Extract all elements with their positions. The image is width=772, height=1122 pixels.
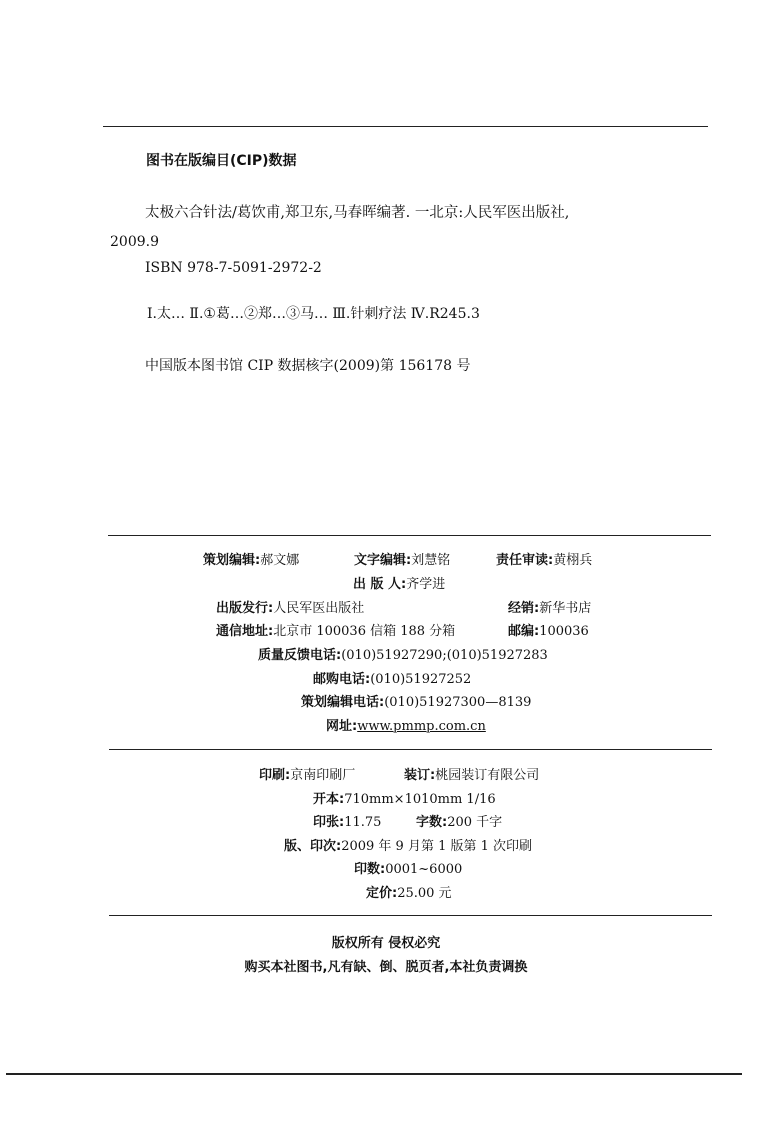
cip-year-line: 2009.9	[110, 234, 159, 250]
staff-rule	[108, 535, 711, 536]
editor-phone-row	[301, 694, 531, 711]
reviewer-label: 责任审读:	[496, 553, 554, 568]
address-row	[216, 623, 455, 640]
seller-label: 经销:	[508, 601, 540, 616]
mail-phone: (010)51927252	[370, 672, 472, 687]
words-label: 字数:	[416, 815, 448, 830]
address: 北京市 100036 信箱 188 分箱	[273, 624, 456, 639]
copies-label: 印数:	[354, 862, 386, 877]
format: 710mm×1010mm 1/16	[344, 792, 496, 807]
copyright-notice: 版权所有 侵权必究	[331, 936, 441, 951]
mail-phone-row	[313, 671, 471, 688]
format-label: 开本:	[313, 792, 345, 807]
seller-row	[508, 600, 591, 617]
words-row	[416, 814, 502, 831]
copyright-replacement: 购买本社图书,凡有缺、倒、脱页者,本社负责调换	[244, 960, 528, 975]
sheets-label: 印张:	[313, 815, 345, 830]
format-row	[313, 791, 496, 808]
copies: 0001~6000	[385, 862, 463, 877]
cip-isbn: ISBN 978-7-5091-2972-2	[145, 260, 322, 276]
copies-row	[354, 861, 462, 878]
planning-editor-label: 策划编辑:	[203, 553, 261, 568]
printer: 京南印刷厂	[290, 768, 356, 783]
address-label: 通信地址:	[216, 624, 274, 639]
quality-phone-row	[258, 647, 548, 664]
price: 25.00 元	[397, 886, 452, 901]
website-link[interactable]: www.pmmp.com.cn	[357, 719, 486, 734]
website-row	[326, 718, 486, 735]
binding-label: 装订:	[404, 768, 436, 783]
mail-phone-label: 邮购电话:	[313, 672, 371, 687]
postcode: 100036	[539, 624, 589, 639]
reviewer: 黄栩兵	[553, 553, 593, 568]
text-editor: 刘慧铭	[411, 553, 451, 568]
cip-heading: 图书在版编目(CIP)数据	[146, 153, 297, 169]
reviewer-row	[496, 552, 592, 569]
postcode-label: 邮编:	[508, 624, 540, 639]
publisher-person: 齐学进	[406, 577, 446, 592]
price-row	[366, 885, 452, 902]
planning-editor-row	[203, 552, 299, 569]
text-editor-row	[354, 552, 450, 569]
cip-title-line: 太极六合针法/葛饮甫,郑卫东,马春晖编著. 一北京:人民军医出版社,	[145, 205, 570, 221]
edition-label: 版、印次:	[284, 839, 342, 854]
text-editor-label: 文字编辑:	[354, 553, 412, 568]
sheets: 11.75	[344, 815, 382, 830]
edition-row	[284, 838, 532, 855]
words: 200 千字	[447, 815, 503, 830]
planning-editor: 郝文娜	[260, 553, 300, 568]
distribution-label: 出版发行:	[216, 601, 274, 616]
printer-label: 印刷:	[259, 768, 291, 783]
quality-phone-label: 质量反馈电话:	[258, 648, 342, 663]
top-rule	[103, 126, 708, 127]
copyright-rule	[109, 915, 712, 916]
price-label: 定价:	[366, 886, 398, 901]
publisher-person-label: 出 版 人:	[353, 577, 407, 592]
editor-phone: (010)51927300—8139	[384, 695, 532, 710]
seller: 新华书店	[539, 601, 592, 616]
publisher-person-row	[353, 576, 445, 593]
cip-classification: Ⅰ.太… Ⅱ.①葛…②郑…③马… Ⅲ.针刺疗法 Ⅳ.R245.3	[147, 306, 480, 322]
binding-row	[404, 767, 539, 784]
sheets-row	[313, 814, 381, 831]
postcode-row	[508, 623, 589, 640]
binding: 桃园装订有限公司	[435, 768, 540, 783]
bottom-rule	[6, 1073, 742, 1075]
edition: 2009 年 9 月第 1 版第 1 次印刷	[341, 839, 533, 854]
quality-phone: (010)51927290;(010)51927283	[341, 648, 548, 663]
printer-row	[259, 767, 355, 784]
distribution-row	[216, 600, 364, 617]
website-label: 网址:	[326, 719, 358, 734]
distribution: 人民军医出版社	[273, 601, 365, 616]
editor-phone-label: 策划编辑电话:	[301, 695, 385, 710]
printing-rule	[109, 749, 712, 750]
cip-record: 中国版本图书馆 CIP 数据核字(2009)第 156178 号	[145, 358, 471, 374]
